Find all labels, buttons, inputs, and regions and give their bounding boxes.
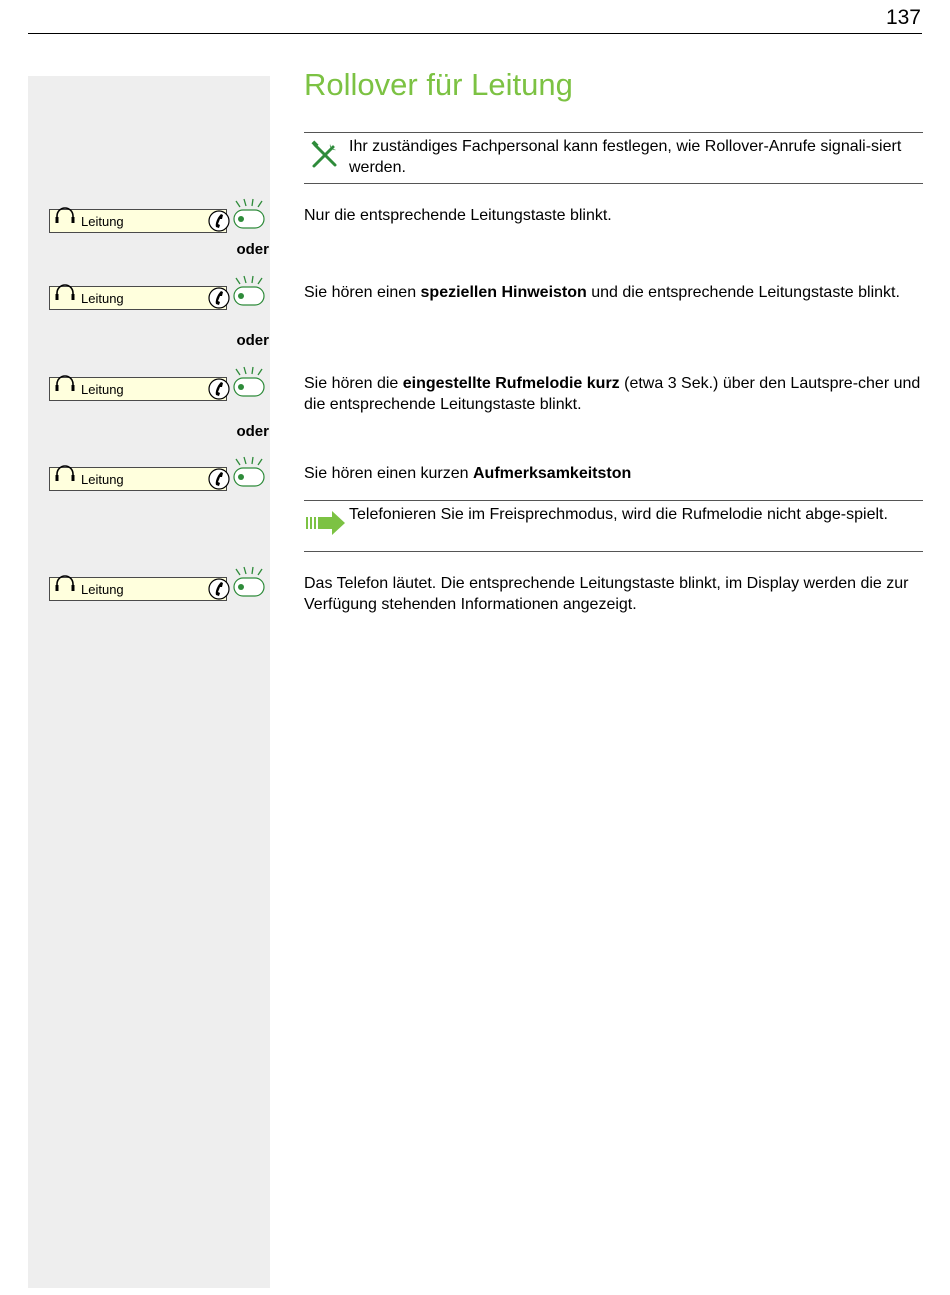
line-key-label: Leitung [81, 582, 124, 597]
line-key-5[interactable] [49, 577, 227, 601]
item-2-text: Sie hören einen speziellen Hinweiston und die entsprechende Leitungstaste blinkt. [304, 284, 900, 301]
page-title: Rollover für Leitung [304, 67, 573, 102]
line-key-label: Leitung [81, 214, 124, 229]
info-note [304, 500, 923, 552]
green-arrow-icon [304, 510, 346, 541]
handset-icon [208, 468, 230, 495]
blinking-led-icon [230, 198, 268, 237]
item-3-text: Sie hören die eingestellte Rufmelodie kurz (etwa 3 Sek.) über den Lautspre-cher und die entsprechende Leitungstaste blinkt. [304, 375, 921, 413]
item-4-text: Sie hören einen kurzen Aufmerksamkeitston [304, 465, 632, 482]
headset-icon [54, 283, 76, 310]
admin-note-text: Ihr zuständiges Fachpersonal kann festlegen, wie Rollover-Anrufe signali-siert werden. [349, 138, 902, 176]
handset-icon [208, 287, 230, 314]
blinking-led-icon [230, 275, 268, 314]
line-key-2[interactable] [49, 286, 227, 310]
handset-icon [208, 210, 230, 237]
item-1-text: Nur die entsprechende Leitungstaste blinkt. [304, 207, 612, 224]
item-5-text: Das Telefon läutet. Die entsprechende Leitungstaste blinkt, im Display werden die zur Verfügung stehenden Informationen angezeigt. [304, 575, 909, 613]
line-key-4[interactable] [49, 467, 227, 491]
line-key-label: Leitung [81, 472, 124, 487]
headset-icon [54, 464, 76, 491]
blinking-led-icon [230, 456, 268, 495]
top-rule [28, 33, 922, 34]
line-key-1[interactable] [49, 209, 227, 233]
headset-icon [54, 206, 76, 233]
blinking-led-icon [230, 566, 268, 605]
sidebar [28, 76, 270, 1288]
headset-icon [54, 574, 76, 601]
line-key-label: Leitung [81, 291, 124, 306]
page-number: 137 [885, 6, 921, 29]
or-label: oder [236, 423, 269, 440]
or-label: oder [236, 332, 269, 349]
handset-icon [208, 578, 230, 605]
line-key-label: Leitung [81, 382, 124, 397]
info-note-text: Telefonieren Sie im Freisprechmodus, wird die Rufmelodie nicht abge-spielt. [349, 506, 888, 523]
line-key-3[interactable] [49, 377, 227, 401]
or-label: oder [236, 241, 269, 258]
handset-icon [208, 378, 230, 405]
admin-note [304, 132, 923, 184]
wrench-screwdriver-icon [310, 140, 340, 175]
headset-icon [54, 374, 76, 401]
blinking-led-icon [230, 366, 268, 405]
